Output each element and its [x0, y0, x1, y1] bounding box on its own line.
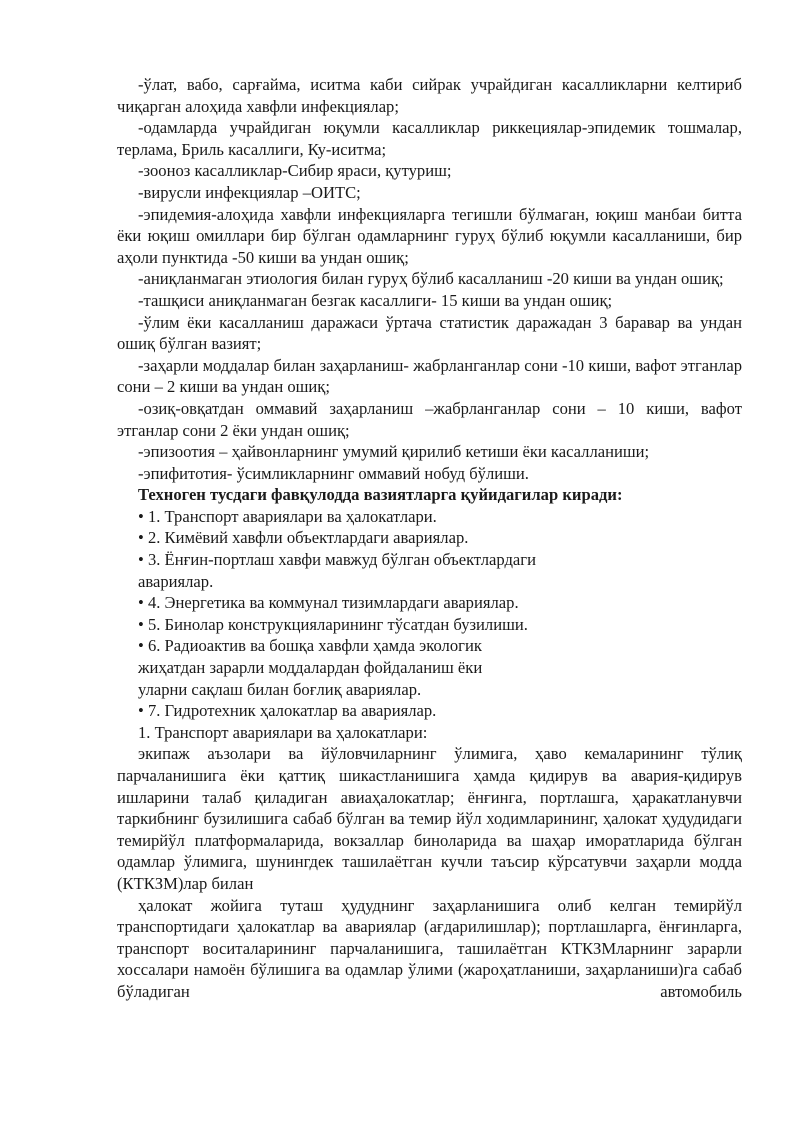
paragraph-zoonoses: -зооноз касалликлар-Сибир яраси, қутуриш; [138, 161, 452, 181]
list-item-chemical: • 2. Кимёвий хавфли объектлардаги авариялар. [138, 528, 469, 548]
paragraph-epiphytotic: -эпифитотия- ўсимликларнинг оммавий нобуд бўлиши. [138, 463, 529, 483]
list-item-energy-utility: • 4. Энергетика ва коммунал тизимлардаги авариялар. [138, 593, 519, 613]
paragraph-malaria: -ташқиси аниқланмаган безгак касаллиги- 15 киши ва ундан ошиқ; [138, 290, 613, 310]
paragraph-toxic-poisoning: -заҳарли моддалар билан заҳарланиш- жабрланганлар сони -10 киши, вафот этганлар сони – 2 киши ва ундан ошиқ; [117, 355, 742, 397]
list-item-hydrotechnical: • 7. Гидротехник ҳалокатлар ва авариялар. [138, 701, 437, 721]
paragraph-food-poisoning: -озиқ-овқатдан оммавий заҳарланиш –жабрланганлар сони – 10 киши, вафот этганлар сони 2 ёки ундан ошиқ; [117, 398, 742, 440]
document-body [117, 74, 742, 1003]
paragraph-epizootic: -эпизоотия – ҳайвонларнинг умумий қирилиб кетиши ёки касалланиши; [138, 442, 650, 462]
section-heading-technogenic: Техноген тусдаги фавқулодда вазиятларга қуйидагилар киради: [138, 485, 623, 505]
paragraph-viral-infections: -вирусли инфекциялар –ОИТС; [138, 182, 361, 202]
paragraph-epidemic: -эпидемия-алоҳида хавфли инфекцияларга тегишли бўлмаган, юқиш манбаи битта ёки юқиш омиллари бир бўлган одамларнинг гуруҳ бўлиб юқумли касалланиши, бир аҳоли пунктида -50 киши ва ундан ошиқ; [117, 204, 742, 267]
list-item-fire-explosion: • 3. Ёнғин-портлаш хавфи мавжуд бўлган объектлардаги авариялар. [138, 550, 536, 591]
paragraph-rickettsial-diseases: -одамларда учрайдиган юқумли касалликлар риккециялар-эпидемик тошмалар, терлама, Бриль касаллиги, Ку-иситма; [117, 118, 742, 159]
subheading-transport-accidents: 1. Транспорт авариялари ва ҳалокатлари: [138, 722, 428, 742]
paragraph-unknown-etiology: -аниқланмаган этиология билан гуруҳ бўлиб касалланиш -20 киши ва ундан ошиқ; [138, 269, 724, 289]
paragraph-air-rail-accidents: экипаж аъзолари ва йўловчиларнинг ўлимига, ҳаво кемаларининг тўлиқ парчаланишига ёки қаттиқ шикастланишига ҳамда қидирув ва авария-қидирув ишларини талаб қиладиган авиаҳалокатлар; ёнғинга, портлашга, ҳаракатланувчи таркибнинг бузилишига сабаб бўлган ва темир йўл ходимларининг, ҳалокат ҳудудидаги темирйўл платформаларида, вокзаллар биноларида ва шаҳар иморатларида бўлган одамлар ўлимига, шунингдек ташилаётган кучли таъсир кўрсатувчи заҳарли модда (КТКЗМ)лар билан [117, 744, 742, 893]
list-item-transport: • 1. Транспорт авариялари ва ҳалокатлари. [138, 506, 437, 526]
paragraph-plague-infections: -ўлат, вабо, сарғайма, иситма каби сийрак учрайдиган касалликларни келтириб чиқарган алоҳида хавфли инфекциялар; [117, 75, 742, 116]
paragraph-mortality-level: -ўлим ёки касалланиш даражаси ўртача статистик даражадан 3 баравар ва ундан ошиқ бўлган вазият; [117, 312, 742, 354]
list-item-building-collapse: • 5. Бинолар конструкцияларининг тўсатдан бузилиши. [138, 614, 528, 634]
paragraph-rail-road-accidents: ҳалокат жойига туташ ҳудуднинг заҳарланишига олиб келган темирйўл транспортидаги ҳалокатлар ва авариялар (ағдарилишлар); портлашларга, ёнғинларга, транспорт воситаларининг парчаланишига, ташилаётган КТКЗМларнинг зарарли хоссалари намоён бўлишига ва одамлар ўлими (жароҳатланиши, заҳарланиши)га сабаб бўладиган автомобиль [117, 895, 742, 1001]
list-item-radioactive: • 6. Радиоактив ва бошқа хавфли ҳамда экологик жиҳатдан зарарли моддалардан фойдаланиш ёки уларни сақлаш билан боғлиқ авариялар. [138, 636, 483, 699]
